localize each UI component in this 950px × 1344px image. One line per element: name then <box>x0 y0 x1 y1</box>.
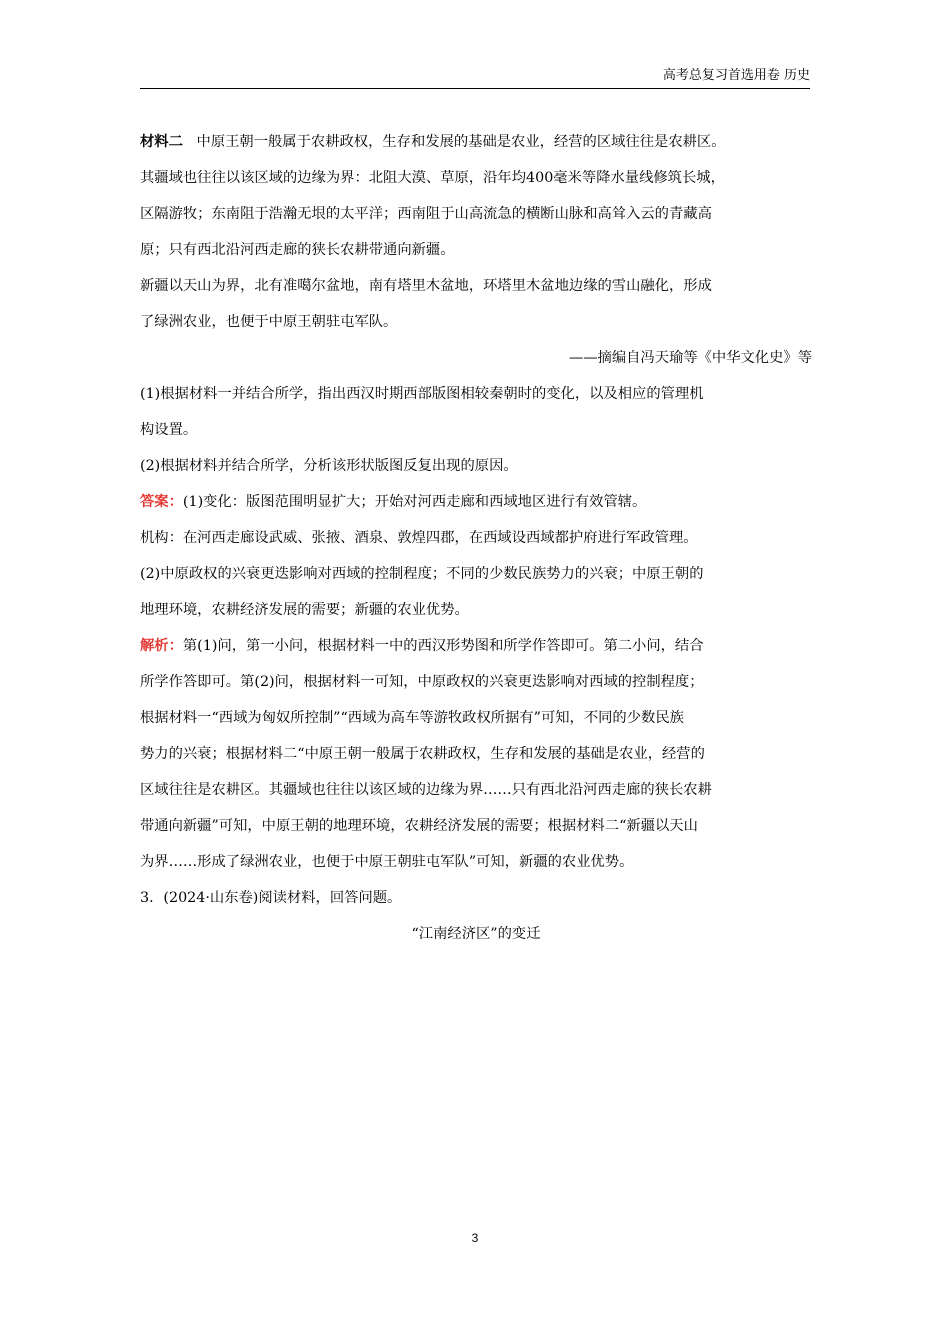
question-3-subtitle: “江南经济区”的变迁 <box>411 926 541 942</box>
material2-line-2: 其疆域也往往以该区域的边缘为界：北阻大漠、草原，沿年均400毫米等降水量线修筑长城， <box>140 170 725 186</box>
analysis-line-7: 为界……形成了绿洲农业，也便于中原王朝驻屯军队”可知，新疆的农业优势。 <box>140 854 634 870</box>
material2-label: 材料二 <box>140 134 183 150</box>
analysis-line-3: 根据材料一“西域为匈奴所控制”“西域为高车等游牧政权所据有”可知，不同的少数民族 <box>140 710 684 726</box>
material2-para2-line-1: 新疆以天山为界，北有准噶尔盆地，南有塔里木盆地，环塔里木盆地边缘的雪山融化，形成 <box>140 278 712 294</box>
analysis-line-2: 所学作答即可。第(2)问，根据材料一可知，中原政权的兴衰更迭影响对西域的控制程度； <box>140 674 704 690</box>
answer-line-3: (2)中原政权的兴衰更迭影响对西域的控制程度；不同的少数民族势力的兴衰；中原王朝的 <box>140 566 704 582</box>
question-3-intro: 3．(2024·山东卷)阅读材料，回答问题。 <box>140 890 402 906</box>
material2-para2-line-2: 了绿洲农业，也便于中原王朝驻屯军队。 <box>140 314 398 330</box>
material-source: ——摘编自冯天瑜等《中华文化史》等 <box>568 350 812 366</box>
header-title: 高考总复习首选用卷 历史 <box>662 68 810 83</box>
answer-line-1: 答案：(1)变化：版图范围明显扩大；开始对河西走廊和西域地区进行有效管辖。 <box>140 494 647 510</box>
analysis-label: 解析： <box>140 638 183 654</box>
analysis-line-1: 解析：第(1)问，第一小问，根据材料一中的西汉形势图和所学作答即可。第二小问，结合 <box>140 638 704 654</box>
question-1-line-2: 构设置。 <box>140 422 198 438</box>
page-number: 3 <box>471 1231 479 1245</box>
page-content <box>140 124 812 952</box>
question-2: (2)根据材料并结合所学，分析该形状版图反复出现的原因。 <box>140 458 518 474</box>
page-header <box>140 66 810 89</box>
material2-line-4: 原；只有西北沿河西走廊的狭长农耕带通向新疆。 <box>140 242 455 258</box>
analysis-line-5: 区域往往是农耕区。其疆域也往往以该区域的边缘为界……只有西北沿河西走廊的狭长农耕 <box>140 782 712 798</box>
analysis-line-6: 带通向新疆”可知，中原王朝的地理环境，农耕经济发展的需要；根据材料二“新疆以天山 <box>140 818 698 834</box>
answer-label: 答案： <box>140 494 183 510</box>
question-1-line-1: (1)根据材料一并结合所学，指出西汉时期西部版图相较秦朝时的变化，以及相应的管理机 <box>140 386 704 402</box>
answer-line-2: 机构：在河西走廊设武威、张掖、酒泉、敦煌四郡，在西域设西域都护府进行军政管理。 <box>140 530 698 546</box>
material2-line-3: 区隔游牧；东南阻于浩瀚无垠的太平洋；西南阻于山高流急的横断山脉和高耸入云的青藏高 <box>140 206 712 222</box>
answer-line-4: 地理环境，农耕经济发展的需要；新疆的农业优势。 <box>140 602 469 618</box>
analysis-line-4: 势力的兴衰；根据材料二“中原王朝一般属于农耕政权，生存和发展的基础是农业，经营的 <box>140 746 705 762</box>
material2-line-1: 材料二 中原王朝一般属于农耕政权，生存和发展的基础是农业，经营的区域往往是农耕区。 <box>140 134 726 150</box>
